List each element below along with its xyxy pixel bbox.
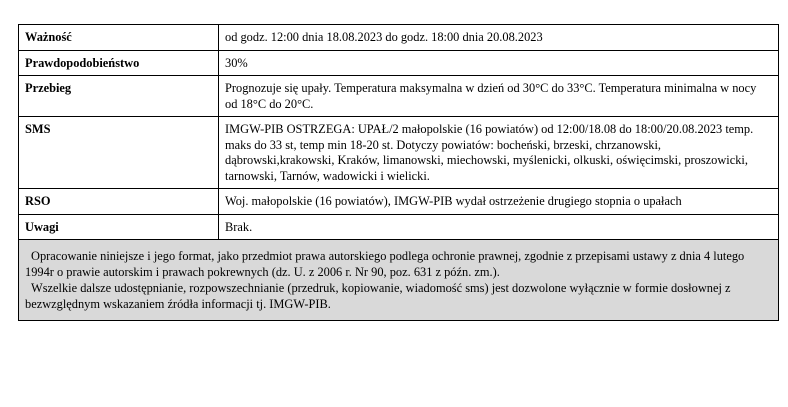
row-value-validity: od godz. 12:00 dnia 18.08.2023 do godz. 18:00 dnia 20.08.2023 bbox=[219, 25, 779, 51]
distribution-text: Wszelkie dalsze udostępnianie, rozpowszechnianie (przedruk, kopiowanie, wiadomość sms) jest dozwolone wyłącznie w formie dosłownej z bezwzględnym wskazaniem źródła informacji tj. IMGW-PIB. bbox=[25, 281, 731, 311]
table-row-remarks bbox=[19, 214, 779, 240]
row-value-rso: Woj. małopolskie (16 powiatów), IMGW-PIB wydał ostrzeżenie drugiego stopnia o upałach bbox=[219, 189, 779, 215]
row-label-probability: Prawdopodobieństwo bbox=[19, 50, 219, 76]
copyright-notice bbox=[19, 240, 779, 321]
table-row-copyright bbox=[19, 240, 779, 321]
row-label-course: Przebieg bbox=[19, 76, 219, 117]
row-label-rso: RSO bbox=[19, 189, 219, 215]
table-row-course bbox=[19, 76, 779, 117]
copyright-text: Opracowanie niniejsze i jego format, jako przedmiot prawa autorskiego podlega ochronie prawnej, zgodnie z przepisami ustawy z dnia 4 lutego 1994r o prawie autorskim i prawach pokrewnych (dz. U. z 2006 r. Nr 90, poz. 631 z późn. zm.). bbox=[25, 249, 745, 279]
row-label-remarks: Uwagi bbox=[19, 214, 219, 240]
table-row-validity bbox=[19, 25, 779, 51]
table-row-sms bbox=[19, 117, 779, 189]
table-row-rso bbox=[19, 189, 779, 215]
row-label-sms: SMS bbox=[19, 117, 219, 189]
row-label-validity: Ważność bbox=[19, 25, 219, 51]
row-value-remarks: Brak. bbox=[219, 214, 779, 240]
row-value-probability: 30% bbox=[219, 50, 779, 76]
table-row-probability bbox=[19, 50, 779, 76]
row-value-course: Prognozuje się upały. Temperatura maksymalna w dzień od 30°C do 33°C. Temperatura minimalna w nocy od 18°C do 20°C. bbox=[219, 76, 779, 117]
row-value-sms: IMGW-PIB OSTRZEGA: UPAŁ/2 małopolskie (16 powiatów) od 12:00/18.08 do 18:00/20.08.2023 temp. maks do 33 st, temp min 18-20 st. Dotyczy powiatów: bocheński, brzeski, chrzanowski, dąbrowski,krakowski, Kraków, limanowski, miechowski, myślenicki, olkuski, oświęcimski, proszowicki, tarnowski, Tarnów, wadowicki i wielicki. bbox=[219, 117, 779, 189]
warning-table bbox=[18, 24, 779, 321]
